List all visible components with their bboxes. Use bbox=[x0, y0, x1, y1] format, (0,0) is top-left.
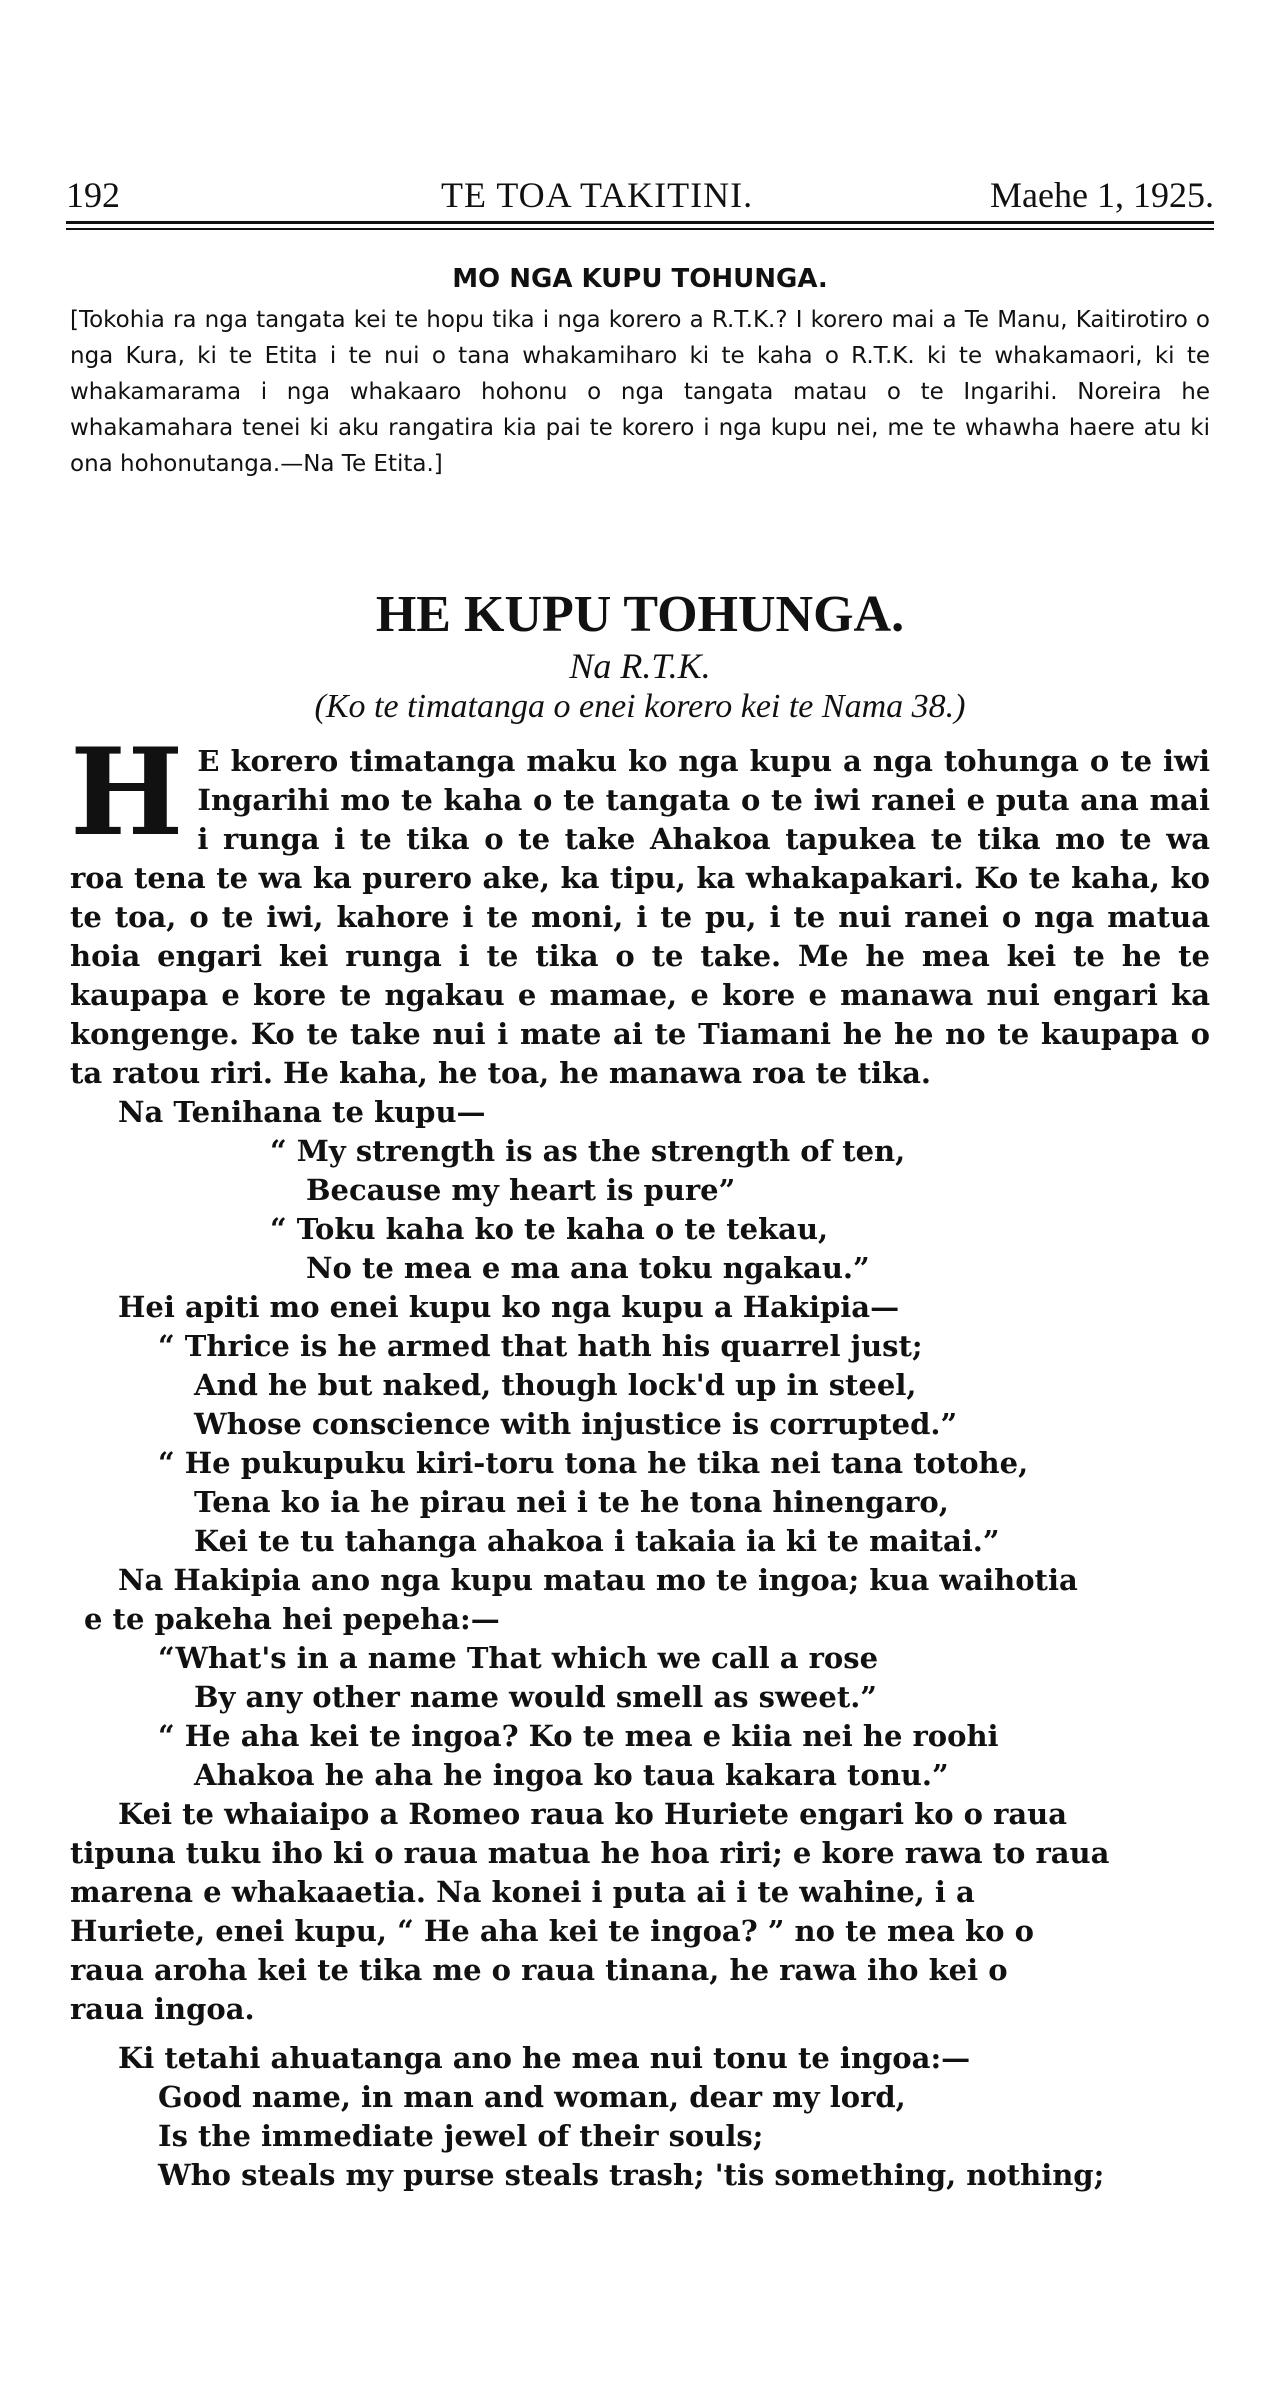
editor-note-text: [Tokohia ra nga tangata kei te hopu tika i nga korero a R.T.K.? I korero mai a Te Manu, Kaitirotiro o nga Kura, ki te Etita i te nui o tana whakamiharo ki te kaha o R.T.K. ki te whakamaori, ki te whakamarama i nga whakaaro hohonu o nga tangata matau o te Ingarihi. Noreira he whakamahara tenei ki aku rangatira kia pai te korero i nga kupu nei, me te whawha haere atu ki ona hohonutanga.—Na Te Etita.] bbox=[70, 307, 1210, 477]
text-line: raua aroha kei te tika me o raua tinana, he rawa iho kei o bbox=[70, 1953, 1008, 1987]
text-line: raua ingoa. bbox=[70, 1992, 255, 2026]
text-line: “ My strength is as the strength of ten, bbox=[270, 1134, 906, 1168]
drop-cap: H bbox=[70, 722, 184, 863]
text-line: Because my heart is pure” bbox=[306, 1173, 736, 1207]
issue-date: Maehe 1, 1925. bbox=[990, 175, 1214, 215]
page-number: 192 bbox=[66, 175, 120, 215]
article-opening-note: (Ko te timatanga o enei korero kei te Nama 38.) bbox=[314, 688, 966, 725]
article-lines bbox=[70, 1093, 1210, 2195]
text-line: “What's in a name That which we call a rose bbox=[158, 1641, 879, 1675]
header-rule-thin bbox=[66, 228, 1214, 230]
text-line: Good name, in man and woman, dear my lord, bbox=[158, 2080, 906, 2114]
article-title: HE KUPU TOHUNGA. bbox=[375, 586, 905, 643]
text-line: Hei apiti mo enei kupu ko nga kupu a Hakipia— bbox=[118, 1290, 900, 1324]
text-line: Ki tetahi ahuatanga ano he mea nui tonu te ingoa:— bbox=[118, 2041, 971, 2075]
text-line: By any other name would smell as sweet.” bbox=[194, 1680, 877, 1714]
text-line: Tena ko ia he pirau nei i te he tona hinengaro, bbox=[194, 1485, 949, 1519]
running-head bbox=[66, 168, 1214, 220]
editor-note-heading: MO NGA KUPU TOHUNGA. bbox=[452, 264, 828, 294]
text-line: “ Toku kaha ko te kaha o te tekau, bbox=[270, 1212, 829, 1246]
text-line: Kei te tu tahanga ahakoa i takaia ia ki te maitai.” bbox=[194, 1524, 1000, 1558]
text-line: And he but naked, though lock'd up in steel, bbox=[194, 1368, 917, 1402]
text-line: “ He aha kei te ingoa? Ko te mea e kiia nei he roohi bbox=[158, 1719, 999, 1753]
header-rule-thick bbox=[66, 221, 1214, 224]
text-line: “ He pukupuku kiri-toru tona he tika nei tana totohe, bbox=[158, 1446, 1029, 1480]
article-paragraph: E korero timatanga maku ko nga kupu a nga tohunga o te iwi Ingarihi mo te kaha o te tangata o te iwi ranei e puta ana mai i runga i te tika o te take Ahakoa tapukea te tika mo te wa roa tena te wa ka purero ake, ka tipu, ka whakapakari. Ko te kaha, ko te toa, o te iwi, kahore i te moni, i te pu, i te nui ranei o nga matua hoia engari kei runga i te tika o te take. Me he mea kei te he te kaupapa e kore te ngakau e mamae, e kore e manawa nui engari ka kongenge. Ko te take nui i mate ai te Tiamani he he no te kaupapa o ta ratou riri. He kaha, he toa, he manawa roa te tika. bbox=[70, 744, 1210, 1090]
text-line: Ahakoa he aha he ingoa ko taua kakara tonu.” bbox=[194, 1758, 949, 1792]
article-byline: Na R.T.K. bbox=[569, 646, 711, 686]
text-line: Kei te whaiaipo a Romeo raua ko Huriete engari ko o raua bbox=[118, 1797, 1068, 1831]
text-line: Huriete, enei kupu, “ He aha kei te ingoa? ” no te mea ko o bbox=[70, 1914, 1034, 1948]
article-body bbox=[70, 722, 1210, 2195]
text-line: marena e whakaaetia. Na konei i puta ai i te wahine, i a bbox=[70, 1875, 975, 1909]
text-line: Na Tenihana te kupu— bbox=[118, 1095, 486, 1129]
text-line: Is the immediate jewel of their souls; bbox=[158, 2119, 764, 2153]
text-line: Na Hakipia ano nga kupu matau mo te ingoa; kua waihotia bbox=[118, 1563, 1078, 1597]
text-line: Whose conscience with injustice is corrupted.” bbox=[194, 1407, 958, 1441]
text-line: Who steals my purse steals trash; 'tis something, nothing; bbox=[158, 2158, 1105, 2192]
text-line: e te pakeha hei pepeha:— bbox=[84, 1602, 500, 1636]
text-line: “ Thrice is he armed that hath his quarrel just; bbox=[158, 1329, 923, 1363]
running-title: TE TOA TAKITINI. bbox=[441, 175, 754, 215]
text-line: No te mea e ma ana toku ngakau.” bbox=[306, 1251, 870, 1285]
text-line: tipuna tuku iho ki o raua matua he hoa riri; e kore rawa to raua bbox=[70, 1836, 1110, 1870]
